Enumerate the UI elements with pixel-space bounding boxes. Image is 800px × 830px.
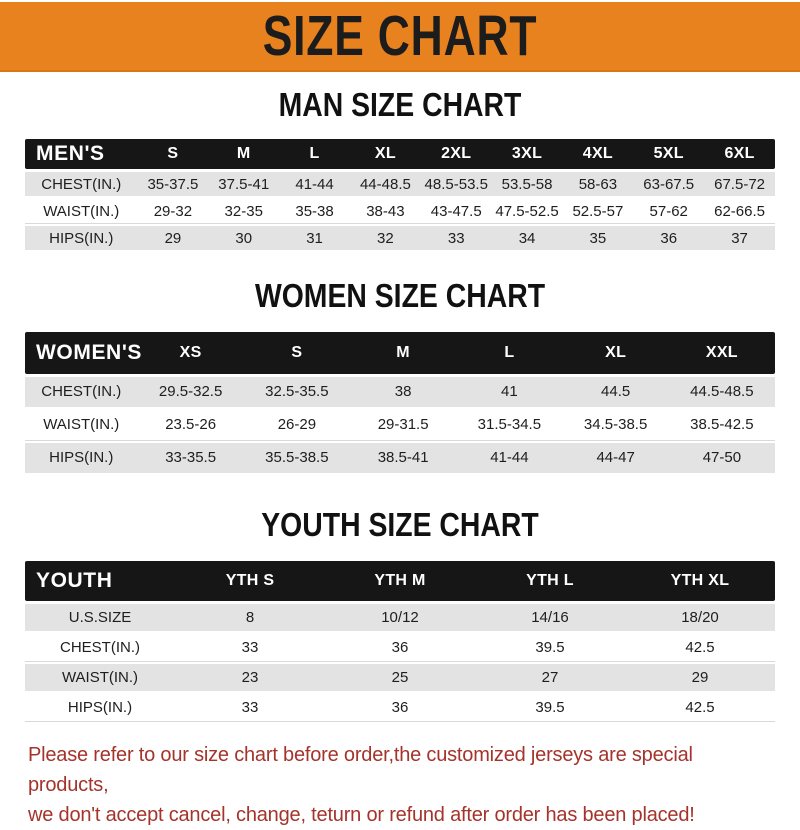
size-value: 29.5-32.5 (138, 377, 244, 407)
size-value: 23 (175, 664, 325, 691)
size-value: 41-44 (456, 443, 562, 473)
size-column-header: 2XL (421, 139, 492, 169)
size-column-header: 6XL (704, 139, 775, 169)
size-table (25, 136, 775, 253)
size-value: 63-67.5 (633, 172, 704, 196)
row-label: CHEST(IN.) (25, 172, 138, 196)
size-value: 42.5 (625, 694, 775, 721)
size-table (25, 329, 775, 476)
section-heading: WOMEN SIZE CHART (254, 277, 546, 315)
table-row (25, 634, 775, 661)
size-value: 35 (562, 226, 633, 250)
size-column-header: L (279, 139, 350, 169)
row-label: HIPS(IN.) (25, 443, 138, 473)
row-label: HIPS(IN.) (25, 694, 175, 721)
size-value: 33 (175, 634, 325, 661)
row-label: HIPS(IN.) (25, 226, 138, 250)
footer-note (28, 740, 772, 830)
size-value: 18/20 (625, 604, 775, 631)
size-value: 37 (704, 226, 775, 250)
corner-label: MEN'S (25, 139, 138, 169)
size-value: 35-38 (279, 199, 350, 223)
size-value: 31.5-34.5 (456, 410, 562, 440)
size-value: 32 (350, 226, 421, 250)
size-value: 58-63 (562, 172, 633, 196)
size-value: 44.5 (563, 377, 669, 407)
size-column-header: YTH S (175, 561, 325, 601)
size-value: 36 (633, 226, 704, 250)
footer-line-2: we don't accept cancel, change, teturn or refund after order has been placed! (28, 803, 695, 826)
table-header (25, 561, 775, 601)
banner (0, 2, 800, 72)
table-row (25, 443, 775, 473)
size-column-header: M (350, 332, 456, 374)
size-value: 41 (456, 377, 562, 407)
size-column-header: XS (138, 332, 244, 374)
size-value: 31 (279, 226, 350, 250)
size-value: 10/12 (325, 604, 475, 631)
table-wrap (0, 558, 800, 724)
table-wrap (0, 136, 800, 253)
size-value: 38.5-41 (350, 443, 456, 473)
corner-label: WOMEN'S (25, 332, 138, 374)
size-column-header: M (208, 139, 279, 169)
header-row (25, 139, 775, 169)
size-value: 39.5 (475, 634, 625, 661)
size-column-header: S (244, 332, 350, 374)
table-body (25, 172, 775, 250)
size-value: 29-31.5 (350, 410, 456, 440)
size-value: 41-44 (279, 172, 350, 196)
size-value: 29 (625, 664, 775, 691)
size-chart-section (0, 507, 800, 724)
row-label: U.S.SIZE (25, 604, 175, 631)
size-value: 36 (325, 694, 475, 721)
size-column-header: 3XL (492, 139, 563, 169)
size-value: 33 (421, 226, 492, 250)
size-value: 34.5-38.5 (563, 410, 669, 440)
size-value: 36 (325, 634, 475, 661)
size-value: 42.5 (625, 634, 775, 661)
size-value: 32.5-35.5 (244, 377, 350, 407)
size-value: 44-47 (563, 443, 669, 473)
size-value: 39.5 (475, 694, 625, 721)
size-value: 29 (138, 226, 209, 250)
row-label: CHEST(IN.) (25, 377, 138, 407)
size-column-header: XL (350, 139, 421, 169)
table-header (25, 139, 775, 169)
section-heading: MAN SIZE CHART (278, 86, 522, 123)
sections (0, 87, 800, 724)
size-value: 33-35.5 (138, 443, 244, 473)
header-row (25, 332, 775, 374)
size-value: 43-47.5 (421, 199, 492, 223)
size-charts (0, 87, 800, 724)
size-value: 44.5-48.5 (669, 377, 775, 407)
size-chart-section (0, 278, 800, 475)
size-value: 47.5-52.5 (492, 199, 563, 223)
table-row (25, 664, 775, 691)
size-value: 35-37.5 (138, 172, 209, 196)
page-title: SIZE CHART (262, 3, 538, 68)
size-value: 30 (208, 226, 279, 250)
size-value: 8 (175, 604, 325, 631)
size-value: 47-50 (669, 443, 775, 473)
size-value: 38 (350, 377, 456, 407)
size-value: 37.5-41 (208, 172, 279, 196)
table-row (25, 410, 775, 440)
size-value: 38-43 (350, 199, 421, 223)
size-value: 25 (325, 664, 475, 691)
row-label: WAIST(IN.) (25, 664, 175, 691)
size-value: 32-35 (208, 199, 279, 223)
row-label: CHEST(IN.) (25, 634, 175, 661)
table-row (25, 226, 775, 250)
size-column-header: YTH M (325, 561, 475, 601)
size-chart-section (0, 87, 800, 253)
size-column-header: YTH L (475, 561, 625, 601)
size-value: 26-29 (244, 410, 350, 440)
size-value: 33 (175, 694, 325, 721)
size-value: 27 (475, 664, 625, 691)
table-row (25, 694, 775, 721)
size-value: 53.5-58 (492, 172, 563, 196)
size-value: 57-62 (633, 199, 704, 223)
size-column-header: 4XL (562, 139, 633, 169)
size-value: 23.5-26 (138, 410, 244, 440)
header-row (25, 561, 775, 601)
size-value: 52.5-57 (562, 199, 633, 223)
size-table (25, 558, 775, 724)
table-body (25, 604, 775, 721)
size-value: 14/16 (475, 604, 625, 631)
size-column-header: XXL (669, 332, 775, 374)
size-value: 67.5-72 (704, 172, 775, 196)
corner-label: YOUTH (25, 561, 175, 601)
table-header (25, 332, 775, 374)
footer-line-1: Please refer to our size chart before order,the customized jerseys are special products, (28, 743, 693, 796)
size-column-header: YTH XL (625, 561, 775, 601)
size-column-header: 5XL (633, 139, 704, 169)
size-value: 48.5-53.5 (421, 172, 492, 196)
row-label: WAIST(IN.) (25, 410, 138, 440)
row-label: WAIST(IN.) (25, 199, 138, 223)
section-heading: YOUTH SIZE CHART (261, 505, 539, 543)
table-row (25, 604, 775, 631)
table-row (25, 377, 775, 407)
size-value: 34 (492, 226, 563, 250)
table-row (25, 172, 775, 196)
size-value: 38.5-42.5 (669, 410, 775, 440)
size-value: 35.5-38.5 (244, 443, 350, 473)
size-value: 62-66.5 (704, 199, 775, 223)
size-column-header: S (138, 139, 209, 169)
table-body (25, 377, 775, 473)
size-value: 44-48.5 (350, 172, 421, 196)
table-row (25, 199, 775, 223)
table-wrap (0, 329, 800, 476)
size-value: 29-32 (138, 199, 209, 223)
size-column-header: XL (563, 332, 669, 374)
size-column-header: L (456, 332, 562, 374)
